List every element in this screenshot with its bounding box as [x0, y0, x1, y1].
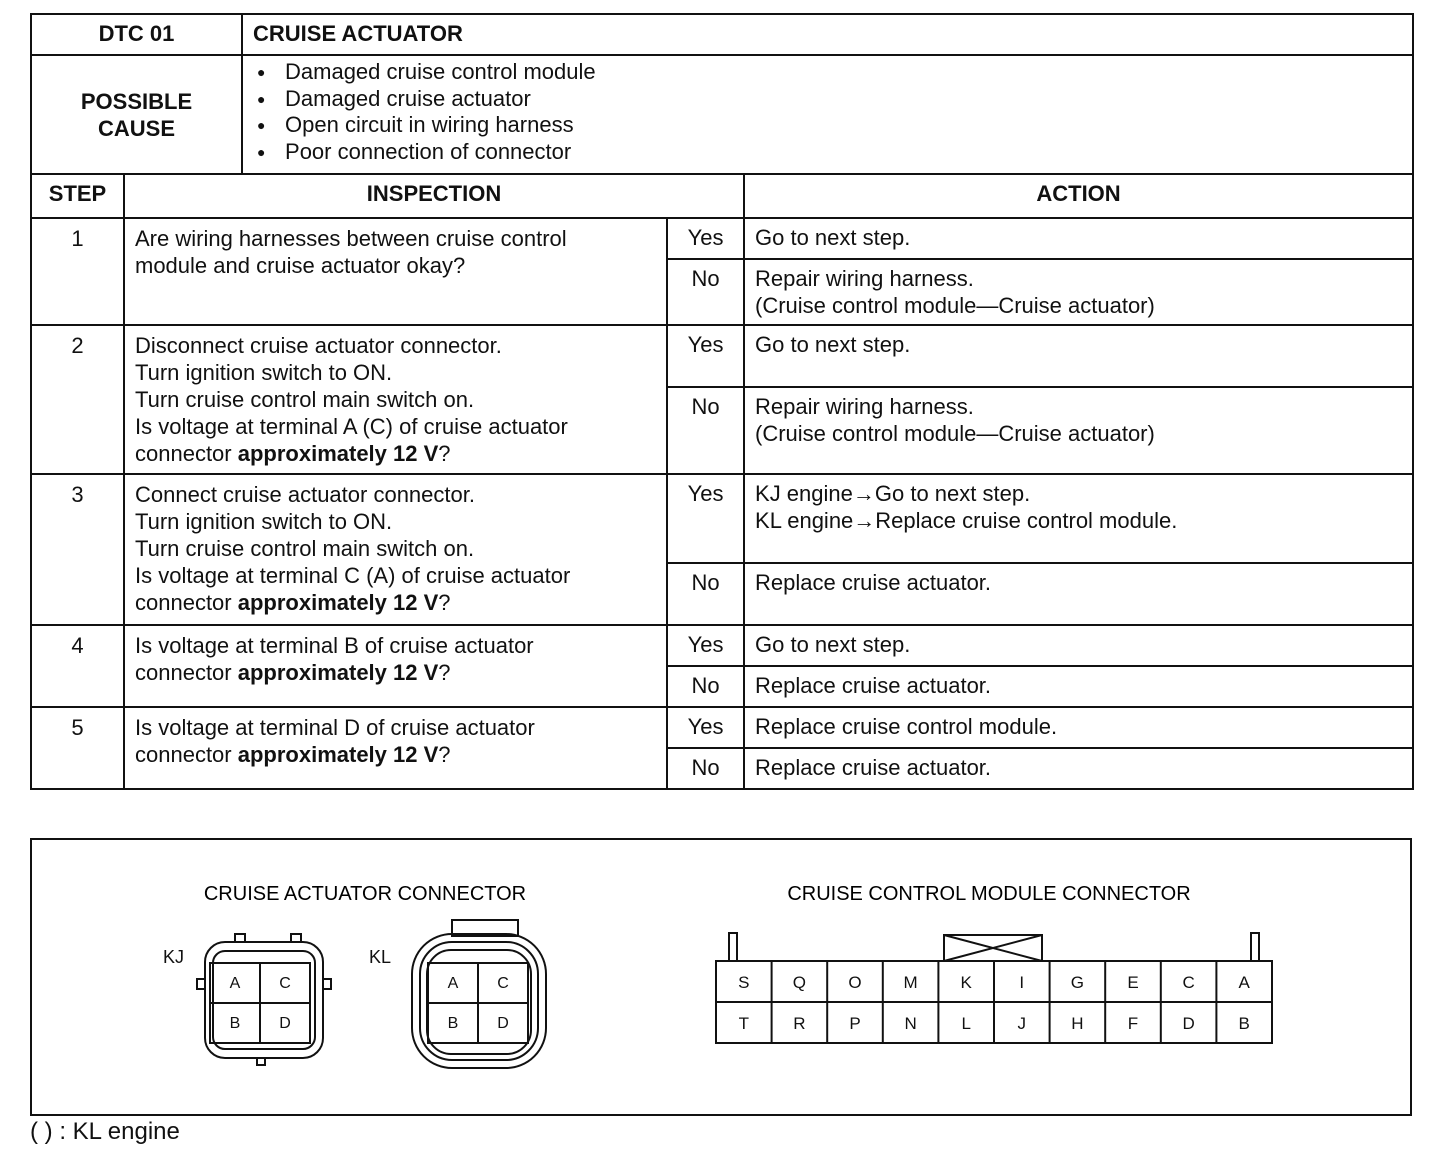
step-row	[31, 325, 1413, 387]
action-line: Replace cruise control module.	[755, 714, 1058, 739]
action-line: (Cruise control module—Cruise actuator)	[755, 293, 1155, 318]
possible-cause-item: ● Open circuit in wiring harness	[253, 112, 1412, 139]
module-terminal-e: E	[1127, 973, 1139, 992]
module-terminal-o: O	[848, 973, 862, 992]
inspection-line: Is voltage at terminal A (C) of cruise actuator	[135, 414, 568, 439]
step-number: 3	[31, 474, 124, 625]
module-terminal-m: M	[903, 973, 918, 992]
yes-action	[744, 325, 1413, 387]
module-terminal-d: D	[1182, 1014, 1195, 1033]
yes-action	[744, 218, 1413, 259]
action-line: Go to next step.	[755, 225, 911, 250]
action-line: KL engine→Replace cruise control module.	[755, 508, 1178, 533]
action-line: Repair wiring harness.	[755, 266, 974, 291]
no-action	[744, 666, 1413, 707]
module-terminal-j: J	[1017, 1014, 1027, 1033]
possible-cause-label: POSSIBLE CAUSE	[31, 55, 242, 174]
kj-terminal-c: C	[279, 975, 291, 992]
step-number: 5	[31, 707, 124, 789]
no-label: No	[667, 666, 744, 707]
voltage-spec: approximately 12 V	[237, 590, 439, 615]
inspection-line: Turn cruise control main switch on.	[135, 536, 475, 561]
possible-cause-item: ● Damaged cruise actuator	[253, 86, 1412, 113]
kj-actuator-connector	[163, 934, 331, 1065]
voltage-spec: approximately 12 V	[237, 660, 439, 685]
module-terminal-i: I	[1019, 973, 1025, 992]
kl-terminal-d: D	[497, 1015, 509, 1032]
action-line: (Cruise control module—Cruise actuator)	[755, 421, 1155, 446]
inspection-line: Is voltage at terminal B of cruise actuator	[135, 633, 534, 658]
no-action	[744, 387, 1413, 474]
module-terminal-q: Q	[792, 973, 807, 992]
no-label: No	[667, 387, 744, 474]
yes-action	[744, 474, 1413, 563]
action-line: Go to next step.	[755, 332, 911, 357]
yes-action	[744, 625, 1413, 666]
inspection-line: connector approximately 12 V?	[135, 441, 451, 466]
module-terminal-a: A	[1238, 973, 1250, 992]
connector-diagram	[30, 838, 1412, 1116]
step-number: 2	[31, 325, 124, 474]
yes-action	[744, 707, 1413, 748]
step-inspection	[124, 325, 667, 474]
action-line: Repair wiring harness.	[755, 394, 974, 419]
no-action	[744, 563, 1413, 625]
module-terminal-s: S	[738, 973, 750, 992]
step-inspection	[124, 707, 667, 789]
inspection-line: Turn cruise control main switch on.	[135, 387, 475, 412]
module-connector-title: CRUISE CONTROL MODULE CONNECTOR	[787, 883, 1191, 905]
step-column-header: STEP	[31, 174, 124, 218]
inspection-line: module and cruise actuator okay?	[135, 253, 466, 278]
action-line: Replace cruise actuator.	[755, 570, 992, 595]
no-action	[744, 748, 1413, 789]
inspection-line: connector approximately 12 V?	[135, 590, 451, 615]
step-number: 1	[31, 218, 124, 325]
inspection-line: Is voltage at terminal D of cruise actuator	[135, 715, 535, 740]
module-terminal-n: N	[904, 1014, 917, 1033]
inspection-column-header: INSPECTION	[124, 174, 744, 218]
yes-label: Yes	[667, 625, 744, 666]
no-label: No	[667, 259, 744, 325]
voltage-spec: approximately 12 V	[237, 441, 439, 466]
kl-terminal-b: B	[447, 1015, 459, 1032]
step-row	[31, 474, 1413, 563]
step-inspection	[124, 474, 667, 625]
module-terminal-r: R	[793, 1014, 806, 1033]
dtc-code: DTC 01	[31, 14, 242, 55]
actuator-connector-title: CRUISE ACTUATOR CONNECTOR	[203, 883, 527, 905]
yes-label: Yes	[667, 474, 744, 563]
no-label: No	[667, 748, 744, 789]
module-terminal-c: C	[1182, 973, 1195, 992]
action-column-header: ACTION	[744, 174, 1413, 218]
possible-cause-item: ● Poor connection of connector	[253, 139, 1412, 166]
action-line: Replace cruise actuator.	[755, 755, 992, 780]
footnote: ( ) : KL engine	[30, 1118, 180, 1145]
yes-label: Yes	[667, 707, 744, 748]
module-terminal-k: K	[960, 973, 972, 992]
possible-cause-list	[242, 55, 1413, 174]
module-terminal-h: H	[1071, 1014, 1084, 1033]
kj-terminal-b: B	[229, 1015, 241, 1032]
kj-label: KJ	[163, 947, 185, 967]
no-action	[744, 259, 1413, 325]
diagnostic-table	[30, 13, 1414, 790]
kj-terminal-d: D	[279, 1015, 291, 1032]
action-line: Go to next step.	[755, 632, 911, 657]
inspection-line: Are wiring harnesses between cruise control	[135, 226, 567, 251]
module-terminal-f: F	[1127, 1014, 1139, 1033]
kl-terminal-c: C	[497, 975, 509, 992]
yes-label: Yes	[667, 218, 744, 259]
possible-cause-item: ● Damaged cruise control module	[253, 59, 1412, 86]
dtc-title: CRUISE ACTUATOR	[242, 14, 1413, 55]
inspection-line: Turn ignition switch to ON.	[135, 360, 393, 385]
voltage-spec: approximately 12 V	[237, 742, 439, 767]
module-terminal-l: L	[961, 1014, 971, 1033]
kl-actuator-connector	[369, 920, 546, 1068]
kl-terminal-a: A	[447, 975, 459, 992]
step-number: 4	[31, 625, 124, 707]
action-line: Replace cruise actuator.	[755, 673, 992, 698]
inspection-line: connector approximately 12 V?	[135, 742, 451, 767]
inspection-line: Connect cruise actuator connector.	[135, 482, 475, 507]
yes-label: Yes	[667, 325, 744, 387]
step-inspection	[124, 218, 667, 325]
module-terminal-g: G	[1070, 973, 1085, 992]
step-row	[31, 707, 1413, 748]
step-row	[31, 218, 1413, 259]
kj-terminal-a: A	[229, 975, 241, 992]
inspection-line: Disconnect cruise actuator connector.	[135, 333, 502, 358]
module-terminal-b: B	[1238, 1014, 1250, 1033]
no-label: No	[667, 563, 744, 625]
kl-label: KL	[369, 947, 392, 967]
inspection-line: connector approximately 12 V?	[135, 660, 451, 685]
step-inspection	[124, 625, 667, 707]
action-line: KJ engine→Go to next step.	[755, 481, 1031, 506]
inspection-line: Turn ignition switch to ON.	[135, 509, 393, 534]
module-terminal-t: T	[738, 1014, 749, 1033]
module-terminal-p: P	[849, 1014, 861, 1033]
step-row	[31, 625, 1413, 666]
inspection-line: Is voltage at terminal C (A) of cruise actuator	[135, 563, 571, 588]
